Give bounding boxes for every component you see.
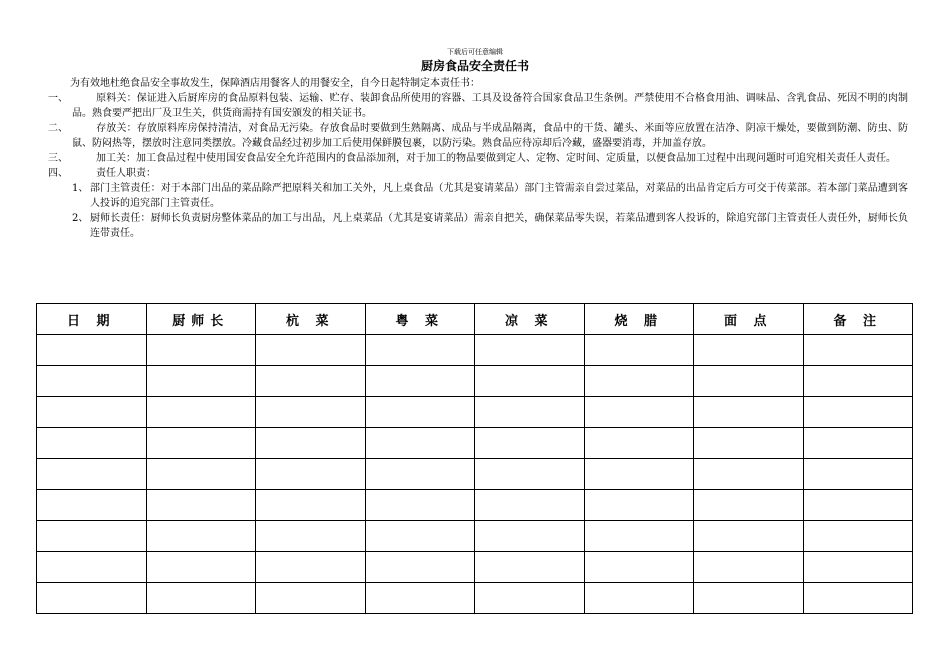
table-cell[interactable] [475, 490, 585, 521]
table-cell[interactable] [146, 366, 256, 397]
table-row [37, 552, 913, 583]
table-row [37, 397, 913, 428]
table-cell[interactable] [365, 335, 475, 366]
table-row [37, 459, 913, 490]
table-cell[interactable] [475, 428, 585, 459]
table-cell[interactable] [256, 552, 366, 583]
table-cell[interactable] [584, 521, 694, 552]
table-cell[interactable] [803, 521, 913, 552]
table-cell[interactable] [256, 366, 366, 397]
table-cell[interactable] [475, 521, 585, 552]
responsibility-table [36, 303, 913, 614]
table-cell[interactable] [584, 552, 694, 583]
table-cell[interactable] [37, 490, 147, 521]
table-cell[interactable] [694, 490, 804, 521]
intro-paragraph: 为有效地杜绝食品安全事故发生，保障酒店用餐客人的用餐安全，自今日起特制定本责任书： [70, 78, 480, 89]
table-row [37, 366, 913, 397]
table-cell[interactable] [584, 583, 694, 614]
header-remarks: 备 注 [803, 304, 913, 335]
table-cell[interactable] [475, 552, 585, 583]
section-text: 原料关：保证进入后厨库房的食品原料包装、运输、贮存、装卸食品所使用的容器、工具及设备符合国家食品卫生条例。严禁使用不合格食用油、调味品、含乳食品、死因不明的肉制品。熟食要严把出厂及卫生关，供货商需持有国安颁发的相关证书。 [72, 93, 908, 119]
header-hangzhou-cuisine: 杭 菜 [256, 304, 366, 335]
table-row [37, 428, 913, 459]
table-cell[interactable] [146, 490, 256, 521]
table-cell[interactable] [37, 583, 147, 614]
section-number: 三、 [48, 153, 68, 164]
table-cell[interactable] [37, 459, 147, 490]
table-cell[interactable] [365, 552, 475, 583]
table-cell[interactable] [365, 583, 475, 614]
table-cell[interactable] [475, 459, 585, 490]
table-cell[interactable] [694, 335, 804, 366]
table-row [37, 490, 913, 521]
table-cell[interactable] [256, 335, 366, 366]
table-cell[interactable] [256, 583, 366, 614]
table-cell[interactable] [803, 428, 913, 459]
table-cell[interactable] [256, 521, 366, 552]
table-body [37, 335, 913, 614]
duty-number: 1、 [72, 183, 89, 194]
table-cell[interactable] [584, 397, 694, 428]
header-roast-meats: 烧 腊 [584, 304, 694, 335]
table-header-row [37, 304, 913, 335]
table-cell[interactable] [146, 335, 256, 366]
table-cell[interactable] [803, 490, 913, 521]
table-cell[interactable] [803, 459, 913, 490]
table-cell[interactable] [584, 366, 694, 397]
table-row [37, 335, 913, 366]
header-cold-dishes: 凉 菜 [475, 304, 585, 335]
section-2 [48, 121, 908, 151]
table-cell[interactable] [37, 397, 147, 428]
table-cell[interactable] [694, 397, 804, 428]
section-number: 二、 [48, 123, 68, 134]
section-4 [48, 166, 908, 181]
table-cell[interactable] [365, 397, 475, 428]
table-cell[interactable] [365, 366, 475, 397]
table-cell[interactable] [37, 366, 147, 397]
table-cell[interactable] [694, 366, 804, 397]
table-cell[interactable] [584, 490, 694, 521]
table-cell[interactable] [803, 583, 913, 614]
duty-1 [72, 181, 908, 211]
document-body [48, 76, 908, 241]
table-cell[interactable] [146, 428, 256, 459]
table-cell[interactable] [256, 490, 366, 521]
duty-number: 2、 [72, 213, 89, 224]
table-cell[interactable] [256, 428, 366, 459]
header-note: 下载后可任意编辑 [447, 48, 503, 56]
table-cell[interactable] [803, 552, 913, 583]
table-row [37, 583, 913, 614]
table-cell[interactable] [146, 459, 256, 490]
table-cell[interactable] [475, 397, 585, 428]
table-cell[interactable] [584, 428, 694, 459]
header-pastry: 面 点 [694, 304, 804, 335]
section-3 [48, 151, 908, 166]
duty-text: 厨师长责任：厨师长负责厨房整体菜品的加工与出品，凡上桌菜品（尤其是宴请菜品）需亲自把关，确保菜品零失误，若菜品遭到客人投诉的，除追究部门主管责任人责任外，厨师长负连带责任。 [90, 213, 908, 239]
table-cell[interactable] [475, 335, 585, 366]
table-cell[interactable] [694, 552, 804, 583]
table-cell[interactable] [475, 583, 585, 614]
section-text: 存放关：存放原料库房保持清洁，对食品无污染。存放食品时要做到生熟隔离、成品与半成品隔离，食品中的干货、罐头、米面等应放置在洁净、阴凉干燥处，要做到防潮、防虫、防鼠、防闷热等，摆放时注意同类摆放。冷藏食品经过初步加工后使用保鲜膜包裹，以防污染。熟食品应待凉却后冷藏，盛器要消毒，并加盖存放。 [72, 123, 908, 149]
document-title: 厨房食品安全责任书 [420, 59, 529, 73]
section-label: 责任人职责： [96, 168, 156, 179]
table-cell[interactable] [584, 459, 694, 490]
table-cell[interactable] [694, 428, 804, 459]
duty-2 [72, 211, 908, 241]
section-1 [48, 91, 908, 121]
table-cell[interactable] [146, 521, 256, 552]
table-cell[interactable] [365, 521, 475, 552]
table-cell[interactable] [694, 459, 804, 490]
table-cell[interactable] [365, 490, 475, 521]
header-cantonese-cuisine: 粤 菜 [365, 304, 475, 335]
table-cell[interactable] [803, 397, 913, 428]
section-number: 四、 [48, 168, 68, 179]
header-date: 日 期 [37, 304, 147, 335]
table-cell[interactable] [146, 552, 256, 583]
table-cell[interactable] [365, 428, 475, 459]
table-cell[interactable] [584, 335, 694, 366]
table-cell[interactable] [37, 428, 147, 459]
table-cell[interactable] [803, 366, 913, 397]
table-cell[interactable] [37, 335, 147, 366]
table-cell[interactable] [256, 397, 366, 428]
table-cell[interactable] [37, 521, 147, 552]
section-text: 加工关：加工食品过程中使用国安食品安全允许范围内的食品添加剂，对于加工的物品要做到定人、定物、定时间、定质量，以便食品加工过程中出现问题时可追究相关责任人责任。 [96, 153, 896, 164]
table-cell[interactable] [803, 335, 913, 366]
table-cell[interactable] [365, 459, 475, 490]
duty-text: 部门主管责任：对于本部门出品的菜品除严把原料关和加工关外，凡上桌食品（尤其是宴请菜品）部门主管需亲自尝过菜品，对菜品的出品肯定后方可交于传菜部。若本部门菜品遭到客人投诉的追究部门主管责任。 [90, 183, 908, 209]
table-row [37, 521, 913, 552]
table-cell[interactable] [694, 521, 804, 552]
table-cell[interactable] [475, 366, 585, 397]
table-cell[interactable] [256, 459, 366, 490]
table-cell[interactable] [146, 583, 256, 614]
table-cell[interactable] [694, 583, 804, 614]
section-number: 一、 [48, 93, 68, 104]
table-cell[interactable] [146, 397, 256, 428]
header-head-chef: 厨师长 [146, 304, 256, 335]
table-cell[interactable] [37, 552, 147, 583]
